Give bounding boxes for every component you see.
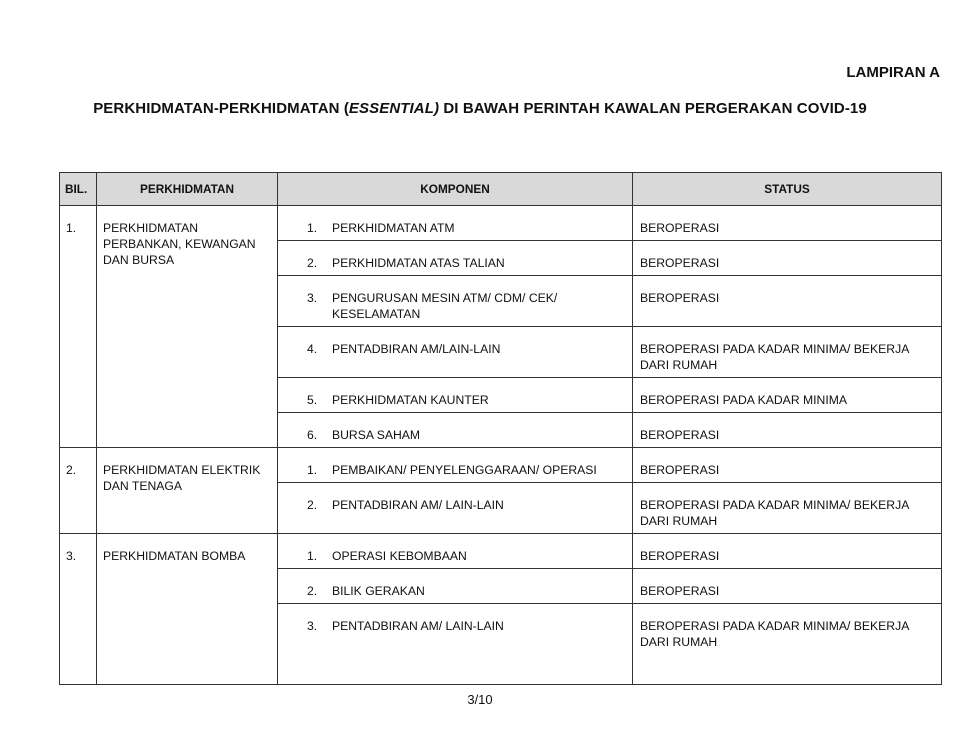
table-row	[60, 534, 942, 569]
table-row	[60, 206, 942, 241]
component-cell	[278, 327, 633, 378]
component-number: 2.	[307, 498, 318, 512]
component-cell	[278, 604, 633, 685]
component-text: PERKHIDMATAN KAUNTER	[332, 393, 489, 407]
component-text: PEMBAIKAN/ PENYELENGGARAAN/ OPERASI	[332, 463, 597, 477]
component-number: 2.	[307, 256, 318, 270]
component-number: 1.	[307, 463, 318, 477]
component-text: PERKHIDMATAN ATM	[332, 221, 455, 235]
title-part-1: PERKHIDMATAN-PERKHIDMATAN (	[93, 100, 349, 117]
column-header-bil: BIL.	[60, 173, 97, 206]
component-text: PERKHIDMATAN ATAS TALIAN	[332, 256, 505, 270]
services-table	[59, 172, 942, 685]
status-cell: BEROPERASI	[633, 413, 942, 448]
table-row	[60, 448, 942, 483]
component-cell	[278, 448, 633, 483]
column-header-komponen: KOMPONEN	[278, 173, 633, 206]
table-header-row	[60, 173, 942, 206]
component-text: OPERASI KEBOMBAAN	[332, 549, 467, 563]
component-cell	[278, 276, 633, 327]
component-text: PENTADBIRAN AM/LAIN-LAIN	[332, 342, 501, 356]
component-cell	[278, 534, 633, 569]
component-cell	[278, 483, 633, 534]
title-part-2: DI BAWAH PERINTAH KAWALAN PERGERAKAN COVID-19	[439, 100, 867, 117]
status-cell: BEROPERASI PADA KADAR MINIMA	[633, 378, 942, 413]
service-cell: PERKHIDMATAN PERBANKAN, KEWANGAN DAN BURSA	[97, 206, 278, 448]
page-number: 3/10	[467, 692, 493, 707]
component-text: BILIK GERAKAN	[332, 584, 425, 598]
annex-label: LAMPIRAN A	[846, 64, 940, 81]
component-number: 3.	[307, 291, 318, 305]
component-number: 2.	[307, 584, 318, 598]
component-cell	[278, 413, 633, 448]
column-header-perkhidmatan: PERKHIDMATAN	[97, 173, 278, 206]
component-text: BURSA SAHAM	[332, 428, 421, 442]
component-number: 1.	[307, 221, 318, 235]
service-cell: PERKHIDMATAN ELEKTRIK DAN TENAGA	[97, 448, 278, 534]
component-text: PENTADBIRAN AM/ LAIN-LAIN	[332, 498, 504, 512]
document-title	[0, 100, 960, 117]
component-number: 4.	[307, 342, 318, 356]
bil-cell: 2.	[60, 448, 97, 534]
component-cell	[278, 206, 633, 241]
component-cell	[278, 569, 633, 604]
status-cell: BEROPERASI	[633, 448, 942, 483]
bil-cell: 1.	[60, 206, 97, 448]
component-text: PENGURUSAN MESIN ATM/ CDM/ CEK/ KESELAMATAN	[332, 291, 558, 321]
status-cell: BEROPERASI PADA KADAR MINIMA/ BEKERJA DARI RUMAH	[633, 483, 942, 534]
component-number: 1.	[307, 549, 318, 563]
status-cell: BEROPERASI	[633, 241, 942, 276]
bil-cell: 3.	[60, 534, 97, 685]
title-italic: ESSENTIAL)	[348, 100, 440, 117]
status-cell: BEROPERASI PADA KADAR MINIMA/ BEKERJA DARI RUMAH	[633, 604, 942, 685]
component-number: 5.	[307, 393, 318, 407]
component-number: 3.	[307, 619, 318, 633]
status-cell: BEROPERASI	[633, 206, 942, 241]
component-cell	[278, 378, 633, 413]
service-cell: PERKHIDMATAN BOMBA	[97, 534, 278, 685]
status-cell: BEROPERASI	[633, 534, 942, 569]
column-header-status: STATUS	[633, 173, 942, 206]
component-text: PENTADBIRAN AM/ LAIN-LAIN	[332, 619, 504, 633]
status-cell: BEROPERASI	[633, 276, 942, 327]
component-cell	[278, 241, 633, 276]
component-number: 6.	[307, 428, 318, 442]
status-cell: BEROPERASI PADA KADAR MINIMA/ BEKERJA DARI RUMAH	[633, 327, 942, 378]
status-cell: BEROPERASI	[633, 569, 942, 604]
